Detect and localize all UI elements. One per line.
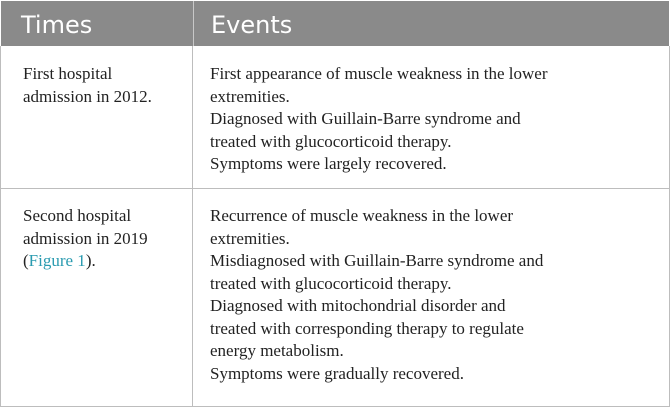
header-column-divider xyxy=(193,1,194,46)
event-line: Misdiagnosed with Guillain-Barre syndrome and xyxy=(210,251,544,270)
time-reference xyxy=(23,250,188,273)
table-row xyxy=(0,188,670,407)
table-border-left xyxy=(0,46,1,407)
event-line: treated with corresponding therapy to regulate xyxy=(210,318,524,338)
event-line: Recurrence of muscle weakness in the lower xyxy=(210,206,514,225)
row-divider xyxy=(0,188,670,189)
event-line: Diagnosed with mitochondrial disorder and xyxy=(210,296,506,315)
table-row xyxy=(0,46,670,188)
event-line: treated with glucocorticoid therapy. xyxy=(210,131,452,151)
figure-1-link[interactable]: Figure 1 xyxy=(28,251,86,270)
ref-open: ( xyxy=(23,251,29,270)
event-line: extremities. xyxy=(210,86,290,106)
event-line: energy metabolism. xyxy=(210,341,344,360)
time-line: Second hospital xyxy=(23,206,132,225)
column-divider xyxy=(192,46,193,407)
ref-close: ). xyxy=(85,251,96,270)
time-cell xyxy=(23,63,188,108)
time-cell xyxy=(23,205,188,273)
event-line: Symptoms were largely recovered. xyxy=(210,154,447,173)
table-border-bottom xyxy=(0,406,670,407)
time-line: admission in 2019 xyxy=(23,228,148,248)
event-line: extremities. xyxy=(210,228,290,248)
table-header-row xyxy=(1,1,669,46)
event-line: First appearance of muscle weakness in the lower xyxy=(210,64,548,83)
event-line: treated with glucocorticoid therapy. xyxy=(210,273,452,293)
event-line: Diagnosed with Guillain-Barre syndrome and xyxy=(210,109,521,128)
event-cell xyxy=(210,63,660,176)
time-line: admission in 2012. xyxy=(23,86,152,106)
time-line: First hospital xyxy=(23,64,113,83)
header-times: Times xyxy=(21,11,93,39)
event-line: Symptoms were gradually recovered. xyxy=(210,363,464,383)
header-events: Events xyxy=(211,11,293,39)
event-cell xyxy=(210,205,660,385)
